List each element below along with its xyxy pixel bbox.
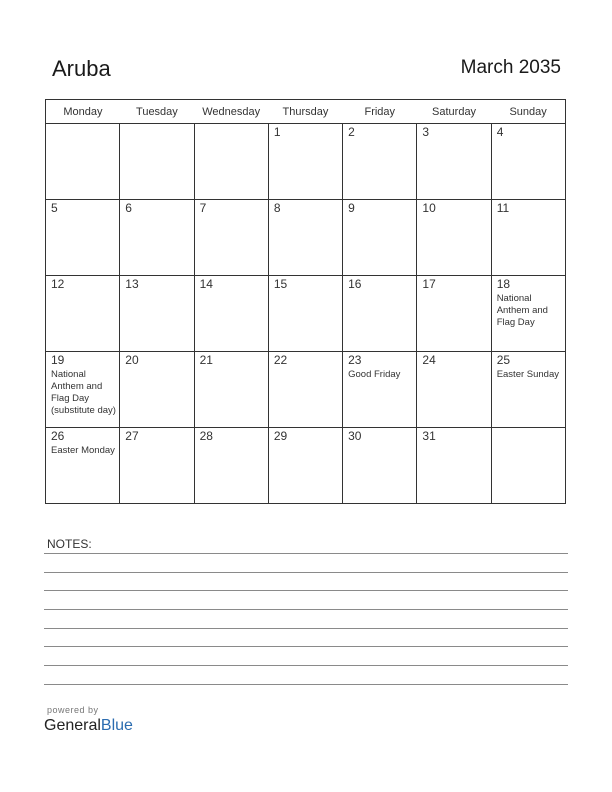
day-cell [46,200,120,276]
day-cell [491,200,565,276]
day-number: 25 [496,353,511,367]
day-cell [120,124,194,200]
day-cell [120,428,194,504]
day-number: 26 [51,429,65,443]
day-number: 12 [51,277,65,291]
weekday-header: Thursday [268,100,342,124]
week-row [46,124,566,200]
day-number: 19 [51,353,65,367]
holiday-label: Good Friday [348,369,401,380]
day-cell [46,352,120,428]
weekday-header: Tuesday [120,100,194,124]
notes-line [44,553,568,554]
day-number: 18 [496,277,511,291]
calendar-grid [45,99,566,504]
day-cell [268,352,342,428]
day-number: 20 [125,353,139,367]
week-row [46,352,566,428]
day-cell [268,276,342,352]
day-cell [343,124,417,200]
day-cell [343,428,417,504]
day-number: 28 [199,429,213,443]
weekday-header: Wednesday [194,100,268,124]
day-number: 21 [199,353,213,367]
day-cell [194,352,268,428]
notes-label: NOTES: [47,537,92,551]
generalblue-logo [44,717,133,735]
day-number: 27 [125,429,139,443]
day-cell [417,124,491,200]
notes-line [44,628,568,629]
notes-line [44,665,568,666]
weekday-header: Sunday [491,100,565,124]
day-number: 11 [496,201,510,215]
day-cell [46,428,120,504]
powered-by-text: powered by [47,705,99,715]
day-cell [343,352,417,428]
weekday-header-row [46,100,566,124]
day-cell [120,276,194,352]
day-number: 31 [422,429,436,443]
day-number: 15 [273,277,288,291]
weekday-header: Monday [46,100,120,124]
day-cell [491,276,565,352]
day-number: 4 [496,125,504,139]
notes-line [44,684,568,685]
holiday-label: National Anthem and Flag Day (substitute day) [51,369,116,416]
week-row [46,200,566,276]
weekday-header: Saturday [417,100,491,124]
day-cell [417,200,491,276]
notes-line [44,590,568,591]
day-number: 17 [422,277,436,291]
logo-general-text: General [44,717,101,734]
month-year-title: March 2035 [460,57,561,78]
day-cell [343,276,417,352]
day-cell [491,124,565,200]
day-cell [120,200,194,276]
day-number: 10 [422,201,436,215]
day-number: 23 [348,353,362,367]
day-cell [343,200,417,276]
day-number: 29 [273,429,288,443]
day-cell [46,276,120,352]
day-cell [194,428,268,504]
logo-blue-text: Blue [100,717,133,734]
day-number: 2 [348,125,355,139]
week-row [46,276,566,352]
day-number: 24 [422,353,436,367]
notes-line [44,572,568,573]
weekday-header: Friday [343,100,417,124]
week-row [46,428,566,504]
day-number: 3 [422,125,430,139]
day-number: 8 [273,201,281,215]
notes-line [44,646,568,647]
day-number: 7 [199,201,207,215]
day-number: 1 [273,125,281,139]
day-cell [417,428,491,504]
country-title: Aruba [52,56,111,81]
day-number: 30 [348,429,362,443]
notes-line [44,609,568,610]
day-cell [491,428,565,504]
day-cell [268,200,342,276]
holiday-label: National Anthem and Flag Day [496,293,548,328]
day-number: 14 [199,277,213,291]
day-number: 5 [51,201,58,215]
day-cell [417,276,491,352]
day-number: 16 [348,277,362,291]
day-cell [491,352,565,428]
day-number: 13 [125,277,139,291]
day-number: 9 [348,201,355,215]
day-cell [120,352,194,428]
holiday-label: Easter Monday [51,445,115,456]
day-cell [268,124,342,200]
day-number: 6 [125,201,132,215]
day-cell [194,200,268,276]
day-cell [46,124,120,200]
holiday-label: Easter Sunday [496,369,560,380]
day-cell [194,124,268,200]
day-cell [417,352,491,428]
day-cell [268,428,342,504]
day-cell [194,276,268,352]
day-number: 22 [273,353,288,367]
